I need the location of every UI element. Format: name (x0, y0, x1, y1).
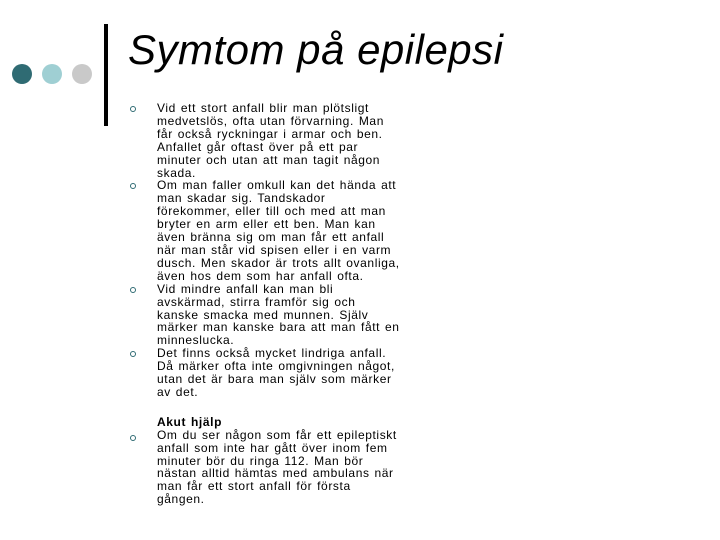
hollow-circle-bullet-icon (130, 435, 136, 441)
bullet-item (130, 283, 400, 348)
bullet-list (130, 102, 400, 506)
hollow-circle-bullet-icon (130, 351, 136, 357)
title-divider (104, 24, 108, 126)
bullet-text: Om man faller omkull kan det hända att man skadar sig. Tandskador förekommer, eller till och med att man bryter en arm eller ett ben. Man kan även bränna sig om man får ett anfall när man står vid spisen eller i en varm dusch. Men skador är trots allt ovanliga, även hos dem som har anfall ofta. (157, 178, 400, 283)
hollow-circle-bullet-icon (130, 183, 136, 189)
bullet-text: Vid ett stort anfall blir man plötsligt medvetslös, ofta utan förvarning. Man får också ryckningar i armar och ben. Anfallet går oftast över på ett par minuter och utan att man tagit någon skada. (157, 101, 384, 180)
dark-teal-dot-icon (12, 64, 32, 84)
bullet-text (157, 416, 400, 506)
decorative-dots (12, 64, 96, 84)
bullet-item (130, 102, 400, 179)
gray-dot-icon (72, 64, 92, 84)
bullet-heading: Akut hjälp (157, 414, 223, 429)
bullet-text: Vid mindre anfall kan man bli avskärmad, stirra framför sig och kanske smacka med munnen. Själv märker man kanske bara att man fått en minneslucka. (157, 281, 400, 348)
bullet-item-akut-hjalp (130, 416, 400, 506)
slide-title: Symtom på epilepsi (128, 26, 504, 73)
bullet-body: Om du ser någon som får ett epileptiskt anfall som inte har gått över inom fem minuter bör du ringa 112. Man bör nästan alltid hämtas med ambulans när man får ett stort anfall för första gången. (157, 427, 397, 507)
bullet-item (130, 347, 400, 399)
hollow-circle-bullet-icon (130, 287, 136, 293)
light-teal-dot-icon (42, 64, 62, 84)
bullet-text: Det finns också mycket lindriga anfall. Då märker ofta inte omgivningen något, utan det är bara man själv som märker av det. (157, 346, 395, 399)
bullet-item (130, 179, 400, 282)
hollow-circle-bullet-icon (130, 106, 136, 112)
